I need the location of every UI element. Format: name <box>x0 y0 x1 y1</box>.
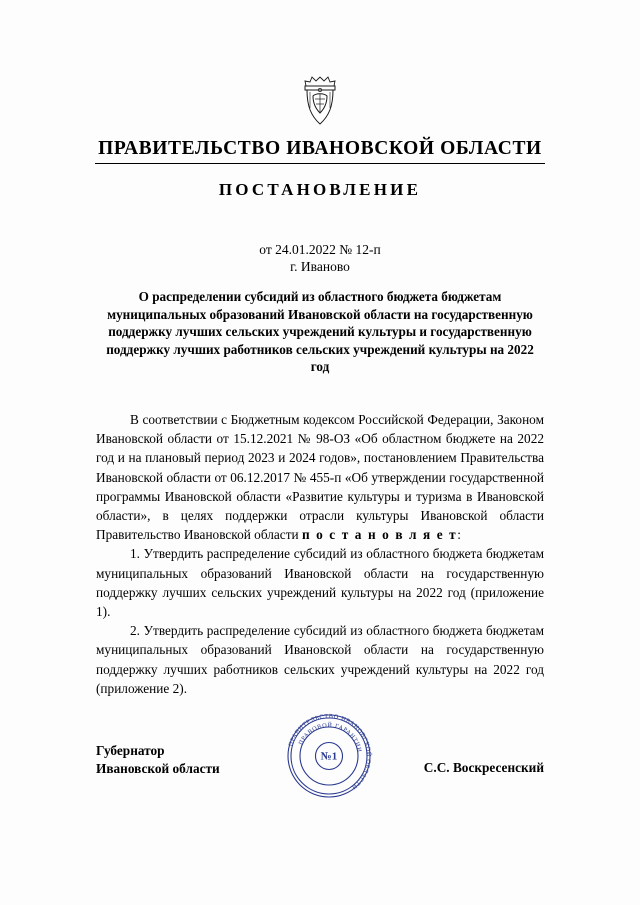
signature-title <box>96 742 220 778</box>
intro-emphasis: п о с т а н о в л я е т <box>301 527 458 543</box>
seal-center-label: №1 <box>320 750 338 763</box>
signature-title-line2: Ивановской области <box>96 761 220 776</box>
intro-text-a: В соответствии с Бюджетным кодексом Российской Федерации, Законом Ивановской области от 15.12.2021 № 98-ОЗ «Об областном бюджете на 2022 год и на плановый период 2023 и 2024 годов», постановлением Правительства Ивановской области от 06.12.2017 № 455-п «Об утверждении государственной программы Ивановской области «Развитие культуры и туризма в Ивановской области», в целях поддержки отрасли культуры Ивановской области Правительство Ивановской области <box>96 412 544 543</box>
document-body <box>96 410 544 698</box>
coat-of-arms-icon <box>0 72 640 128</box>
official-seal-icon <box>281 708 377 804</box>
document-subject: О распределении субсидий из областного бюджета бюджетам муниципальных образований Ивановской области на государственную поддержку лучших сельских учреждений культуры и государственную поддержку лучших работников сельских учреждений культуры на 2022 год <box>106 289 534 374</box>
document-date: от 24.01.2022 № 12-п <box>259 242 381 257</box>
page-title: ПРАВИТЕЛЬСТВО ИВАНОВСКОЙ ОБЛАСТИ <box>98 138 542 159</box>
paragraph-item-1: 1. Утвердить распределение субсидий из областного бюджета бюджетам муниципальных образований Ивановской области на государственную поддержку лучших сельских учреждений культуры на 2022 год (приложение 1). <box>96 546 544 620</box>
paragraph-intro <box>96 410 544 544</box>
intro-text-b: : <box>457 527 461 543</box>
svg-text:ПРАВОВОЙ ГАРАНТИИ: ПРАВОВОЙ ГАРАНТИИ <box>297 721 363 754</box>
document-type: ПОСТАНОВЛЕНИЕ <box>218 180 422 199</box>
signature-title-line1: Губернатор <box>96 743 165 758</box>
title-underline <box>95 163 545 164</box>
document-city: г. Иваново <box>290 259 350 274</box>
svg-text:ПРАВИТЕЛЬСТВО ИВАНОВСКОЙ ОБЛАС: ПРАВИТЕЛЬСТВО ИВАНОВСКОЙ ОБЛАСТИ <box>287 712 373 791</box>
paragraph-item-2: 2. Утвердить распределение субсидий из областного бюджета бюджетам муниципальных образований Ивановской области на государственную поддержку лучших работников сельских учреждений культуры на 2022 год (приложение 2). <box>96 623 544 696</box>
signature-name: С.С. Воскресенский <box>423 760 544 775</box>
